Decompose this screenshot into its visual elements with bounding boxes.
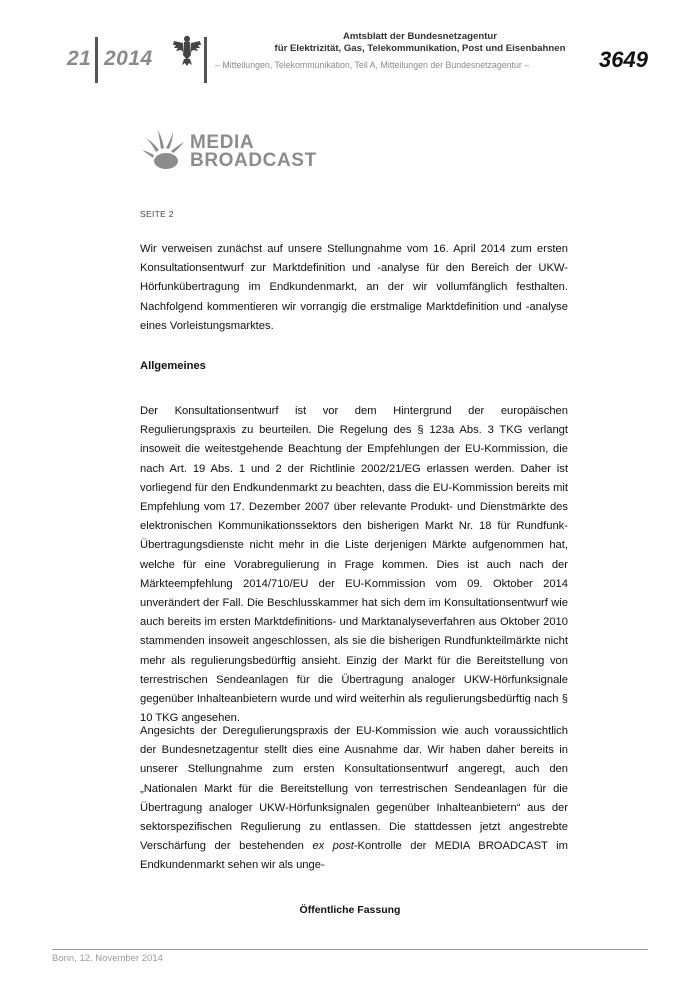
issue-year: 2014 [104, 47, 153, 70]
media-broadcast-logo-icon [140, 128, 186, 174]
company-logo-text [190, 134, 317, 170]
classification-label: Öffentliche Fassung [299, 904, 401, 916]
gazette-title [215, 31, 625, 55]
paragraph-text: -Kontrolle der MEDIA BROADCAST im Endkundenmarkt sehen wir als unge- [140, 840, 568, 872]
paragraph-emphasis: ex post [312, 840, 354, 853]
paragraph [140, 722, 568, 876]
paragraph: Der Konsultationsentwurf ist vor dem Hintergrund der europäischen Regulierungspraxis zu beurteilen. Die Regelung des § 123a Abs. 3 TKG verlangt insoweit die weitestgehende Beachtung der Empfehlungen der EU-Kommission, die nach Art. 19 Abs. 1 und 2 der Richtlinie 2002/21/EG erlassen werden. Daher ist vorliegend für den Endkundenmarkt zu beachten, dass die EU-Kommission bereits mit Empfehlung vom 17. Dezember 2007 über relevante Produkt- und Dienstmärkte des elektronischen Kommunikationssektors den bisherigen Markt Nr. 18 für Rundfunk-Übertragungsdienste nicht mehr in die Liste derjenigen Märkte aufgenommen hat, welche für eine Vorabregulierung in Frage kommen. Dies ist auch nach der Märkteempfehlung 2014/710/EU der EU-Kommission vom 09. Oktober 2014 unverändert der Fall. Die Beschlusskammer hat sich dem im Konsultationsentwurf wie auch bereits im ersten Marktdefinitions- und Marktanalyseverfahren aus Oktober 2010 stammenden insoweit angeschlossen, als sie die bisherigen Rundfunkteilmärkte nicht mehr als regulierungsbedürftig ansieht. Einzig der Markt für die Bereitstellung von terrestrischen Sendeanlagen für die Übertragung analoger UKW-Hörfunksignale gegenüber Inhalteanbietern wurde und wird weiterhin als regulierungsbedürftig nach § 10 TKG angesehen. [140, 405, 568, 725]
logo-line: BROADCAST [190, 150, 317, 171]
header-divider [95, 37, 98, 83]
issue-number: 21 [67, 47, 92, 70]
page-label: SEITE 2 [140, 209, 174, 219]
footer-date: Bonn, 12. November 2014 [52, 953, 163, 964]
paragraph: Wir verweisen zunächst auf unsere Stellungnahme vom 16. April 2014 zum ersten Konsultationsentwurf zur Marktdefinition und -analyse für den Bereich der UKW-Hörfunkübertragung im Endkundenmarkt, an der wir vollumfänglich festhalten. Nachfolgend kommentieren wir vorrangig die erstmalige Marktdefinition und -analyse eines Vorleistungsmarktes. [140, 243, 568, 332]
header-divider [204, 37, 207, 83]
paragraph-text: Angesichts der Deregulierungspraxis der EU-Kommission wie auch voraussichtlich der Bundesnetzagentur stellt dies eine Ausnahme dar. Wir haben daher bereits in unserer Stellungnahme zum ersten Konsultationsentwurf angeregt, auch den „Nationalen Markt für die Bereitstellung von terrestrischen Sendeanlagen für die Übertragung analoger UKW-Hörfunksignalen gegenüber Inhalteanbietern“ aus der sektorspezifischen Regulierung zu entlassen. Die stattdessen jetzt angestrebte Verschärfung der bestehenden [140, 725, 568, 853]
section-heading: Allgemeines [140, 360, 206, 372]
footer-divider [52, 949, 648, 950]
logo-line: MEDIA [190, 132, 255, 153]
gazette-subtitle: – Mitteilungen, Telekommunikation, Teil A, Mitteilungen der Bundesnetzagentur – [215, 60, 530, 70]
page-number: 3649 [599, 47, 648, 72]
federal-eagle-icon [172, 33, 202, 67]
gazette-title-line: Amtsblatt der Bundesnetzagentur [342, 31, 498, 42]
gazette-title-line: für Elektrizität, Gas, Telekommunikation, Post und Eisenbahnen [274, 43, 566, 54]
